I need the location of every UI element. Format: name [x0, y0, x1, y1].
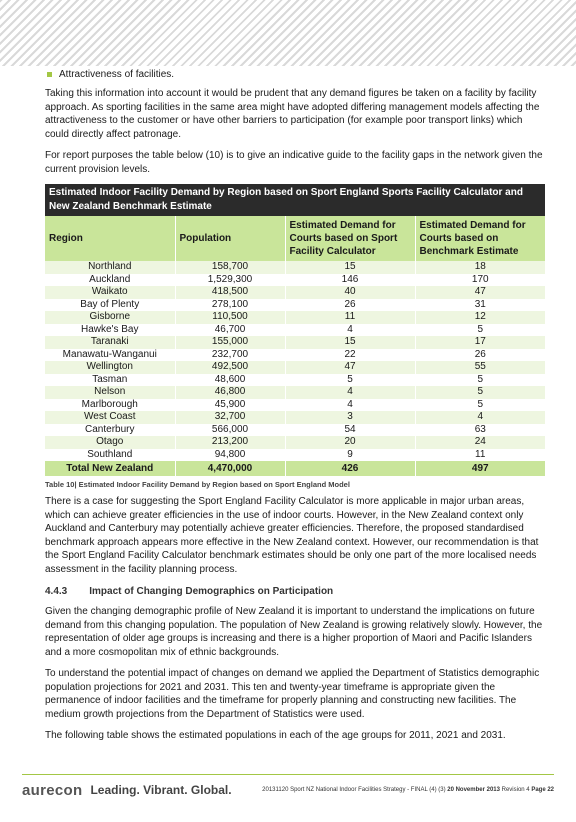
header-hatch-pattern — [0, 0, 576, 66]
page-content — [45, 68, 545, 751]
cell-sport-calc: 20 — [285, 436, 415, 449]
footer-ref-revision: Revision 4 — [501, 787, 530, 793]
cell-benchmark: 12 — [415, 311, 545, 324]
cell-population: 46,800 — [175, 386, 285, 399]
cell-population: 158,700 — [175, 261, 285, 274]
cell-benchmark: 5 — [415, 324, 545, 337]
cell-benchmark: 47 — [415, 286, 545, 299]
footer-reference — [262, 787, 554, 793]
cell-sport-calc: 15 — [285, 336, 415, 349]
footer-slogan: Leading. Vibrant. Global. — [90, 783, 232, 797]
total-population: 4,470,000 — [175, 461, 285, 476]
cell-region: Auckland — [45, 274, 175, 287]
cell-benchmark: 11 — [415, 449, 545, 462]
table-row — [45, 261, 545, 274]
cell-sport-calc: 4 — [285, 399, 415, 412]
paragraph-5: To understand the potential impact of changes on demand we applied the Department of Statistics demographic population projections for 2021 and 2031. This ten and twenty-year timeframe is appropriate given the permanence of indoor facilities and the timeframe for properly planning and constructing new facilities. The medium growth projections from the Department of Statistics were used. — [45, 668, 540, 720]
cell-region: Waikato — [45, 286, 175, 299]
cell-population: 1,529,300 — [175, 274, 285, 287]
total-benchmark: 497 — [415, 461, 545, 476]
footer-ref-prefix: 20131120 Sport NZ National Indoor Facilities Strategy - FINAL (4) (3) — [262, 787, 446, 793]
cell-population: 94,800 — [175, 449, 285, 462]
bullet-text: Attractiveness of facilities. — [59, 69, 175, 80]
cell-population: 278,100 — [175, 299, 285, 312]
paragraph-4: Given the changing demographic profile of New Zealand it is important to understand the implications on future demand from this changing population. The population of New Zealand is growing relatively slowly. However, the representation of older age groups is increasing and there is a higher proportion of Maori and Pacific Islanders and a more cosmopolitan mix of ethnic backgrounds. — [45, 606, 543, 658]
cell-benchmark: 63 — [415, 424, 545, 437]
table-row — [45, 374, 545, 387]
cell-population: 213,200 — [175, 436, 285, 449]
cell-benchmark: 18 — [415, 261, 545, 274]
footer-page-number: Page 22 — [531, 787, 554, 793]
table-header-row — [45, 216, 545, 261]
table-row — [45, 349, 545, 362]
table-row — [45, 399, 545, 412]
table-row — [45, 411, 545, 424]
cell-sport-calc: 146 — [285, 274, 415, 287]
bullet-item — [45, 68, 545, 81]
table-title: Estimated Indoor Facility Demand by Region based on Sport England Sports Facility Calculator and New Zealand Benchmark Estimate — [45, 184, 545, 216]
demand-table — [45, 216, 545, 476]
total-region: Total New Zealand — [45, 461, 175, 476]
header-benchmark: Estimated Demand for Courts based on Benchmark Estimate — [415, 216, 545, 261]
cell-population: 566,000 — [175, 424, 285, 437]
cell-benchmark: 5 — [415, 386, 545, 399]
table-body — [45, 261, 545, 476]
table-row — [45, 299, 545, 312]
cell-region: Hawke's Bay — [45, 324, 175, 337]
cell-population: 48,600 — [175, 374, 285, 387]
section-title: Impact of Changing Demographics on Participation — [89, 586, 334, 597]
cell-region: Canterbury — [45, 424, 175, 437]
page-footer — [22, 781, 554, 799]
cell-population: 45,900 — [175, 399, 285, 412]
cell-sport-calc: 5 — [285, 374, 415, 387]
cell-benchmark: 5 — [415, 374, 545, 387]
table-row — [45, 424, 545, 437]
paragraph-2: For report purposes the table below (10) is to give an indicative guide to the facility gaps in the network given the current provision levels. — [45, 150, 543, 175]
cell-sport-calc: 40 — [285, 286, 415, 299]
table-row — [45, 361, 545, 374]
cell-sport-calc: 47 — [285, 361, 415, 374]
cell-region: Manawatu-Wanganui — [45, 349, 175, 362]
cell-population: 46,700 — [175, 324, 285, 337]
footer-divider — [22, 774, 554, 775]
paragraph-3: There is a case for suggesting the Sport England Facility Calculator is more applicable in major urban areas, which can achieve greater efficiencies in the use of indoor courts. However, in the New Zealand context only Auckland and Canterbury may potentially achieve greater efficiencies. Therefore, the proposed standardised benchmark approach appears more effective in the New Zealand context. However, our recommendation is that the Sport England Facility Calculator benchmark estimates should be only one part of the more localised needs assessment in the facility planning process. — [45, 496, 539, 575]
cell-population: 492,500 — [175, 361, 285, 374]
total-sport-calc: 426 — [285, 461, 415, 476]
cell-sport-calc: 11 — [285, 311, 415, 324]
cell-region: Taranaki — [45, 336, 175, 349]
cell-benchmark: 4 — [415, 411, 545, 424]
cell-benchmark: 31 — [415, 299, 545, 312]
cell-sport-calc: 3 — [285, 411, 415, 424]
cell-region: Nelson — [45, 386, 175, 399]
paragraph-1: Taking this information into account it would be prudent that any demand figures be taken on a facility by facility approach. As sporting facilities in the same area might have adopted differing management models affecting the attractiveness to the customer or have other barriers to participation (for example poor transport links) which could directly affect patronage. — [45, 88, 540, 140]
table-row — [45, 386, 545, 399]
cell-sport-calc: 26 — [285, 299, 415, 312]
cell-sport-calc: 54 — [285, 424, 415, 437]
cell-population: 418,500 — [175, 286, 285, 299]
cell-region: Otago — [45, 436, 175, 449]
cell-population: 110,500 — [175, 311, 285, 324]
cell-region: Marlborough — [45, 399, 175, 412]
cell-benchmark: 55 — [415, 361, 545, 374]
cell-sport-calc: 22 — [285, 349, 415, 362]
table-row — [45, 436, 545, 449]
aurecon-logo: aurecon — [22, 781, 83, 799]
section-heading — [45, 586, 545, 597]
cell-sport-calc: 4 — [285, 324, 415, 337]
table-caption: Table 10| Estimated Indoor Facility Demand by Region based on Sport England Model — [45, 480, 350, 489]
table-total-row — [45, 461, 545, 476]
table-row — [45, 274, 545, 287]
table-row — [45, 449, 545, 462]
bullet-square-icon — [47, 72, 52, 77]
table-row — [45, 324, 545, 337]
cell-region: Southland — [45, 449, 175, 462]
table-row — [45, 336, 545, 349]
cell-benchmark: 5 — [415, 399, 545, 412]
cell-region: Wellington — [45, 361, 175, 374]
cell-region: Gisborne — [45, 311, 175, 324]
cell-population: 232,700 — [175, 349, 285, 362]
header-sport-calculator: Estimated Demand for Courts based on Sport Facility Calculator — [285, 216, 415, 261]
cell-benchmark: 26 — [415, 349, 545, 362]
cell-benchmark: 24 — [415, 436, 545, 449]
cell-region: Northland — [45, 261, 175, 274]
cell-benchmark: 17 — [415, 336, 545, 349]
cell-sport-calc: 9 — [285, 449, 415, 462]
section-number: 4.4.3 — [45, 586, 68, 597]
cell-region: Tasman — [45, 374, 175, 387]
cell-region: West Coast — [45, 411, 175, 424]
footer-ref-date: 20 November 2013 — [447, 787, 500, 793]
cell-sport-calc: 15 — [285, 261, 415, 274]
cell-population: 32,700 — [175, 411, 285, 424]
cell-benchmark: 170 — [415, 274, 545, 287]
table-row — [45, 286, 545, 299]
cell-region: Bay of Plenty — [45, 299, 175, 312]
header-region: Region — [45, 216, 175, 261]
table-row — [45, 311, 545, 324]
cell-sport-calc: 4 — [285, 386, 415, 399]
cell-population: 155,000 — [175, 336, 285, 349]
header-population: Population — [175, 216, 285, 261]
paragraph-6: The following table shows the estimated populations in each of the age groups for 2011, 2021 and 2031. — [45, 730, 506, 741]
